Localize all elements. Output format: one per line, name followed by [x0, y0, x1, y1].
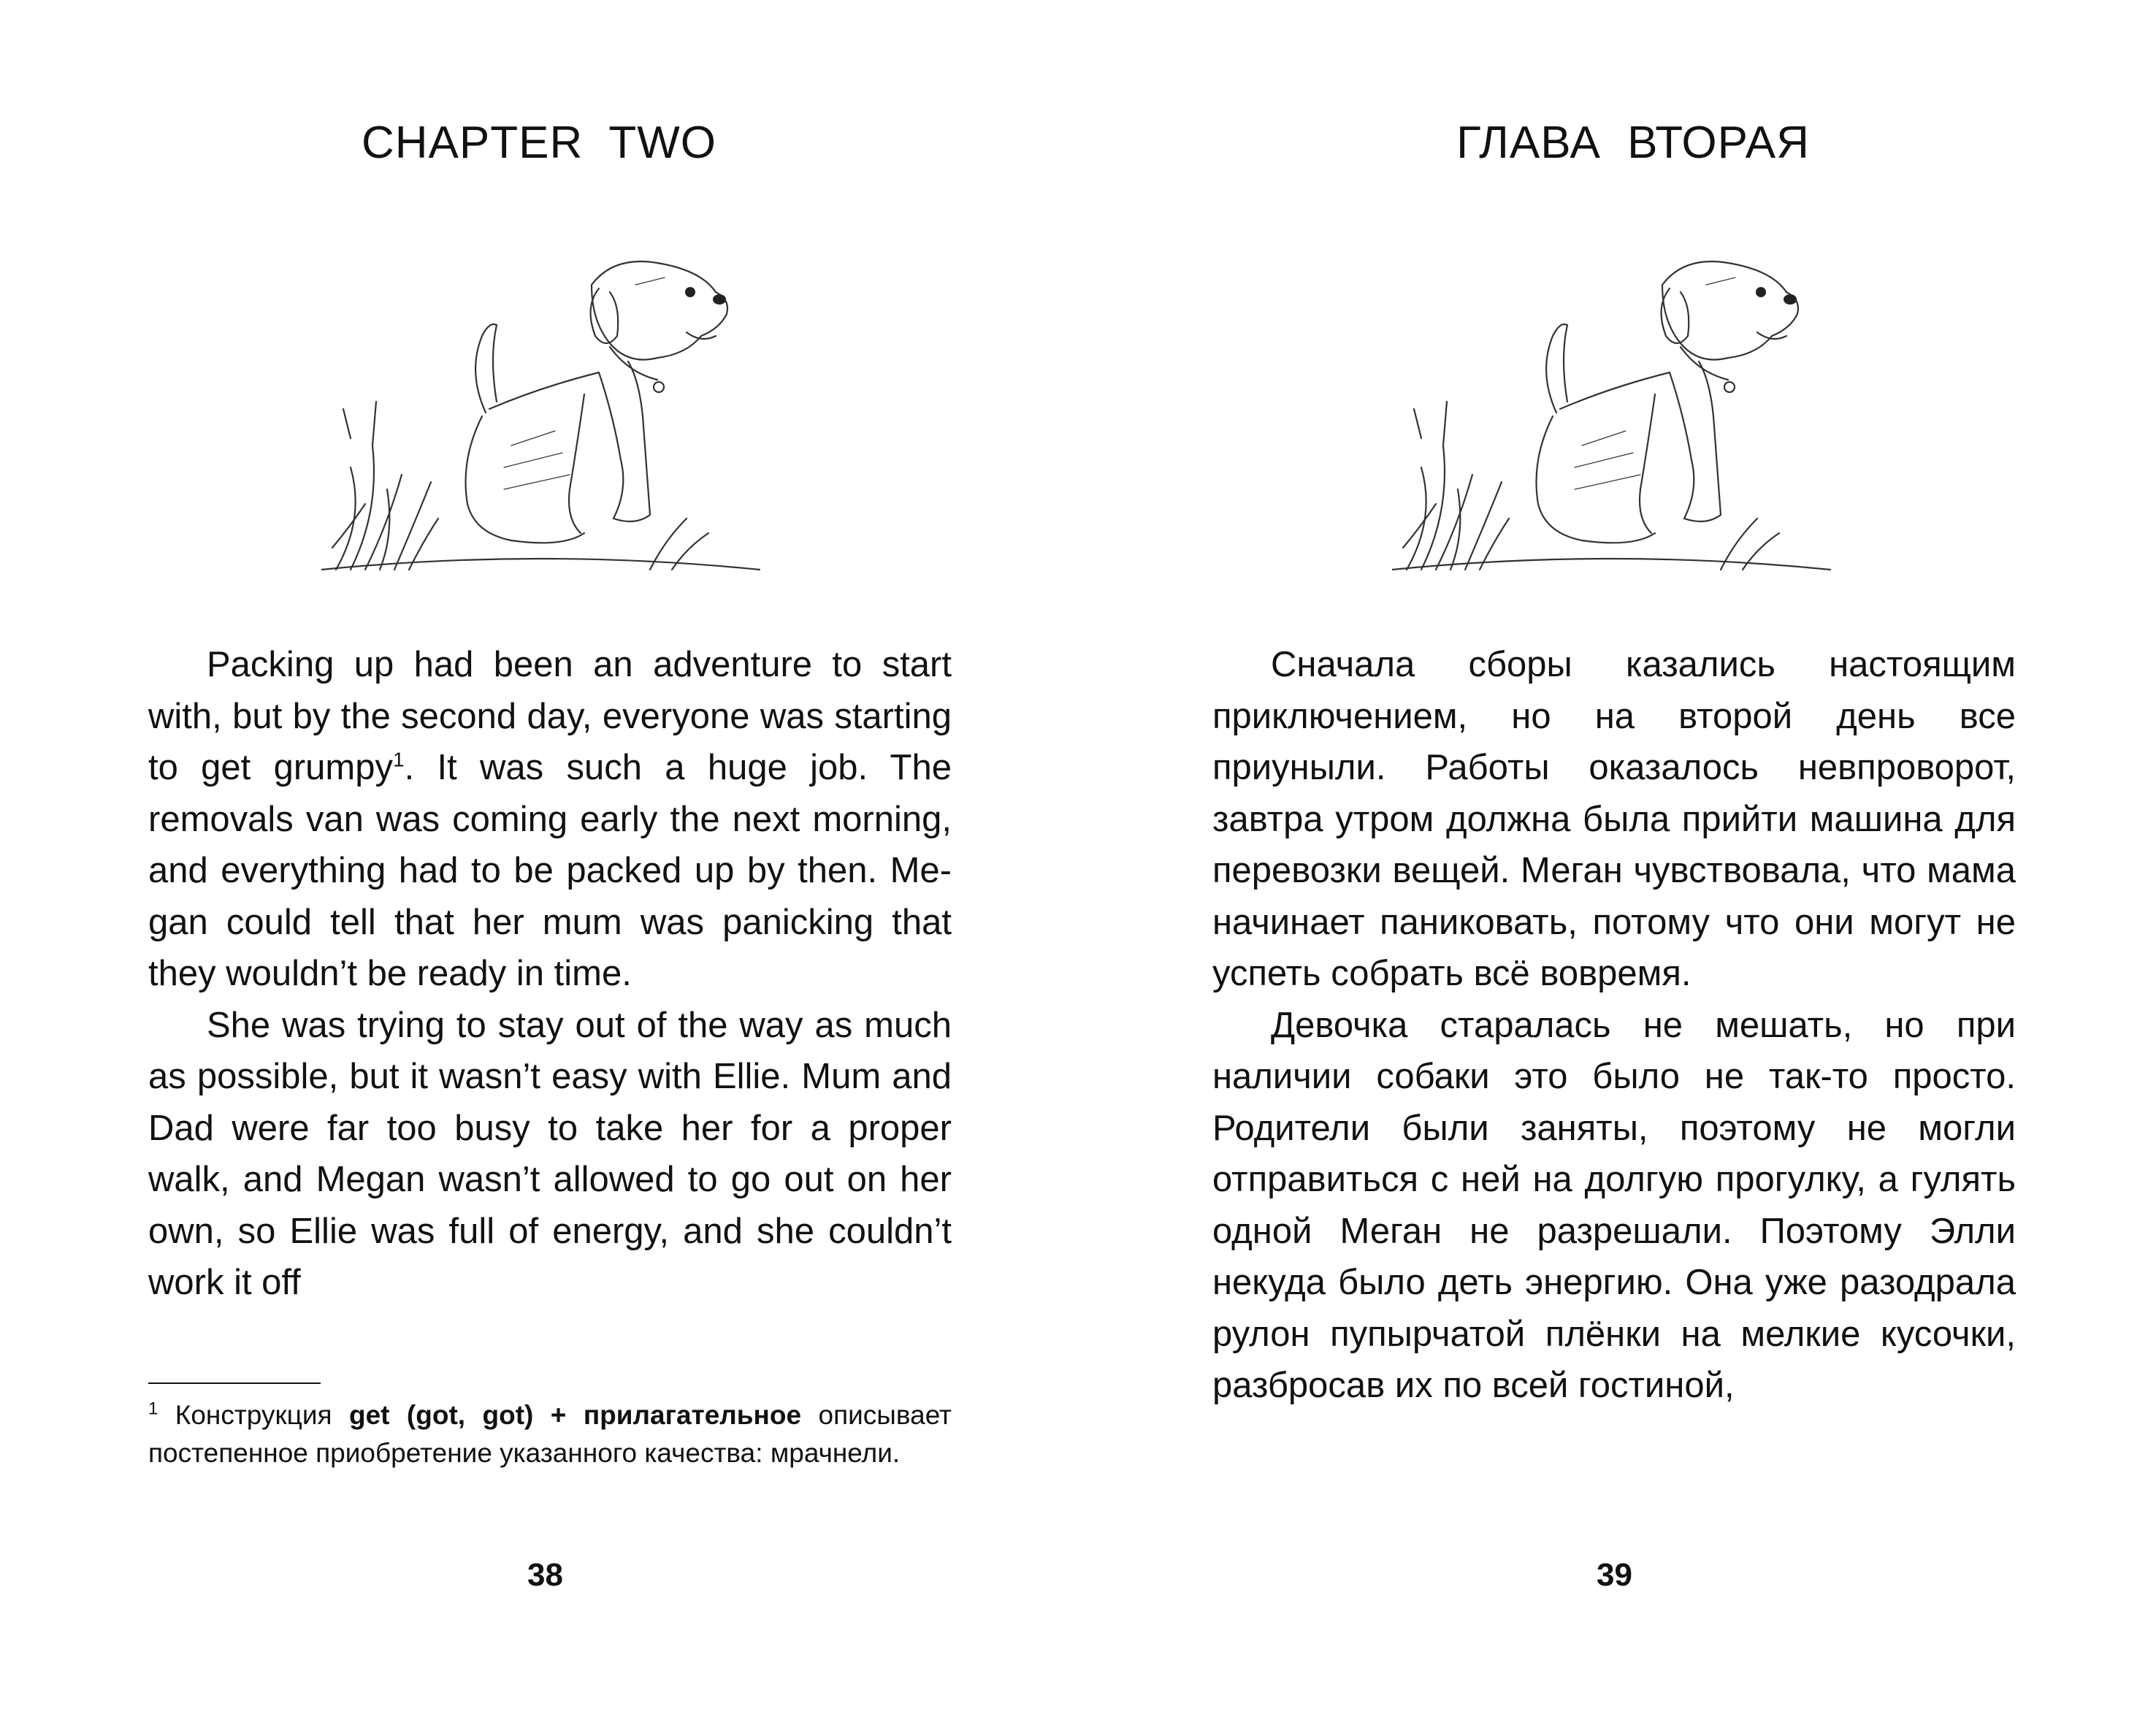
footnote-divider [148, 1382, 321, 1384]
chapter-title: CHAPTER TWO [362, 118, 716, 168]
page-number: 38 [527, 1557, 563, 1593]
paragraph: Девочка старалась не мешать, но при наличии собаки это было не так-то просто. Родители были заняты, поэтому не могли отправиться с ней на долгую прогулку, а гулять одной Меган не разрешали. Поэтому Элли некуда было деть энергию. Она уже разодрала рулон пупырчатой плёнки на мелкие кусочки, разбросав их по всей гостиной, [1212, 1005, 2016, 1405]
chapter-title: ГЛАВА ВТОРАЯ [1456, 118, 1810, 168]
footnote-bold-text: get (got, got) + прилагательное [349, 1400, 802, 1430]
page-number: 39 [1597, 1557, 1632, 1593]
paragraph [148, 639, 952, 1000]
footnote-text: описывает постепенное приобретение указанного качества: мрачнели. [148, 1400, 952, 1468]
footnote [148, 1396, 952, 1472]
puppy-illustration [321, 226, 789, 577]
footnote-mark: 1 [148, 1399, 158, 1419]
paragraph-text: Packing up had been an adventure to start with, but by the second day, everyone was starting to get grumpy [148, 645, 952, 787]
right-page [1078, 0, 2156, 1725]
paragraph: She was trying to stay out of the way as much as possible, but it wasn’t easy with Ellie. Mum and Dad were far too busy to take her for a proper walk, and Megan wasn’t allowed to go out on her own, so Ellie was full of energy, and she couldn’t work it off [148, 1005, 952, 1302]
footnote-reference[interactable]: 1 [392, 748, 405, 771]
english-body-text [148, 639, 952, 1309]
russian-body-text [1212, 639, 2016, 1412]
puppy-illustration [1392, 226, 1859, 577]
paragraph-text: . It was such a huge job. The removals van was coming early the next morning, and everything had to be packed up by then. Megan could tell that her mum was panicking that they wouldn’t be ready in time. [148, 748, 952, 993]
footnote-text: Конструкция [158, 1400, 349, 1430]
paragraph: Сначала сборы казались настоящим приключением, но на второй день все приуныли. Работы оказалось невпроворот, завтра утром должна была прийти машина для перевозки вещей. Меган чувствовала, что мама начинает паниковать, потому что они могут не успеть собрать всё вовремя. [1212, 645, 2016, 993]
